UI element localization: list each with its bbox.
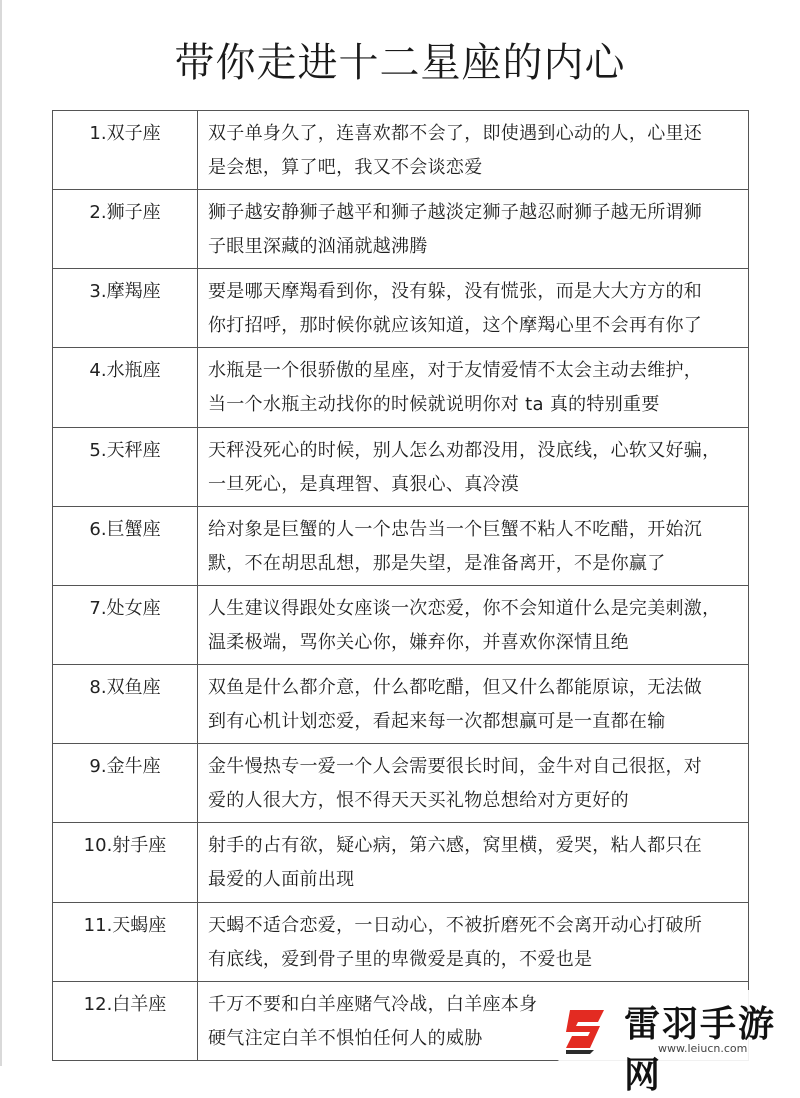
sign-name: 3.摩羯座 [53,269,198,348]
desc-line: 给对象是巨蟹的人一个忠告当一个巨蟹不粘人不吃醋，开始沉 [208,518,703,540]
table-row [53,665,749,744]
desc-line: 天蝎不适合恋爱，一日动心，不被折磨死不会离开动心打破所 [208,914,703,936]
desc-line: 当一个水瓶主动找你的时候就说明你对 ta 真的特别重要 [208,394,660,416]
desc-line: 一旦死心，是真理智、真狠心、真冷漠 [208,473,520,495]
site-watermark [540,990,800,1096]
table-row [53,190,749,269]
desc-line: 双子单身久了，连喜欢都不会了，即使遇到心动的人，心里还 [208,123,703,144]
sign-description [198,427,749,506]
desc-line: 默，不在胡思乱想，那是失望，是准备离开，不是你赢了 [208,552,666,574]
zodiac-table-body [53,111,749,1061]
zodiac-table [52,110,749,1061]
site-name: 雷羽手游网 [624,1004,777,1096]
sign-description [198,190,749,269]
page-left-border [0,0,2,1066]
table-row [53,348,749,427]
logo-dark-shape [566,1050,594,1054]
sign-description [198,665,749,744]
sign-name: 10.射手座 [53,823,198,902]
sign-name: 2.狮子座 [53,190,198,269]
sign-description [198,348,749,427]
desc-line: 是会想，算了吧，我又不会谈恋爱 [208,157,483,178]
sign-name: 7.处女座 [53,585,198,664]
sign-description [198,902,749,981]
site-url: www.leiucn.com [658,1042,748,1055]
desc-line: 温柔极端，骂你关心你，嫌弃你，并喜欢你深情且绝 [208,631,629,653]
table-row [53,427,749,506]
sign-description [198,269,749,348]
desc-line: 天秤没死心的时候，别人怎么劝都没用，没底线，心软又好骗， [208,439,721,461]
sign-name: 9.金牛座 [53,744,198,823]
table-row [53,823,749,902]
table-row [53,506,749,585]
desc-line: 最爱的人面前出现 [208,869,355,891]
desc-line: 双鱼是什么都介意，什么都吃醋，但又什么都能原谅，无法做 [208,677,703,699]
sign-description [198,823,749,902]
sign-description [198,506,749,585]
desc-line: 硬气注定白羊不惧怕任何人的威胁 [208,1027,483,1049]
desc-line: 到有心机计划恋爱，看起来每一次都想赢可是一直都在输 [208,711,666,733]
page-title: 带你走进十二星座的内心 [174,39,626,86]
table-row [53,902,749,981]
desc-line: 射手的占有欲，疑心病，第六感，窝里横，爱哭，粘人都只在 [208,835,703,857]
sign-name: 4.水瓶座 [53,348,198,427]
sign-name: 6.巨蟹座 [53,506,198,585]
logo-red-shape [566,1010,604,1048]
sign-name: 1.双子座 [53,111,198,190]
desc-line: 金牛慢热专一爱一个人会需要很长时间，金牛对自己很抠，对 [208,756,703,778]
desc-line: 狮子越安静狮子越平和狮子越淡定狮子越忍耐狮子越无所谓狮 [208,202,703,224]
sign-name: 12.白羊座 [53,981,198,1060]
sign-description [198,585,749,664]
desc-line: 要是哪天摩羯看到你，没有躲，没有慌张，而是大大方方的和 [208,281,703,303]
desc-line: 水瓶是一个很骄傲的星座，对于友情爱情不太会主动去维护， [208,360,703,382]
desc-line: 你打招呼，那时候你就应该知道，这个摩羯心里不会再有你了 [208,315,703,337]
desc-line: 人生建议得跟处女座谈一次恋爱，你不会知道什么是完美刺激， [208,597,721,619]
desc-line: 爱的人很大方，恨不得天天买礼物总想给对方更好的 [208,790,629,812]
desc-line: 有底线，爱到骨子里的卑微爱是真的，不爱也是 [208,948,593,970]
desc-line: 子眼里深藏的汹涌就越沸腾 [208,236,428,258]
sign-name: 11.天蝎座 [53,902,198,981]
site-logo-icon [560,1002,614,1056]
sign-description [198,111,749,190]
sign-name: 8.双鱼座 [53,665,198,744]
table-row [53,269,749,348]
table-row [53,111,749,190]
table-row [53,585,749,664]
sign-description [198,744,749,823]
desc-line: 千万不要和白羊座赌气冷战，白羊座本身 [208,993,538,1015]
sign-name: 5.天秤座 [53,427,198,506]
table-row [53,744,749,823]
